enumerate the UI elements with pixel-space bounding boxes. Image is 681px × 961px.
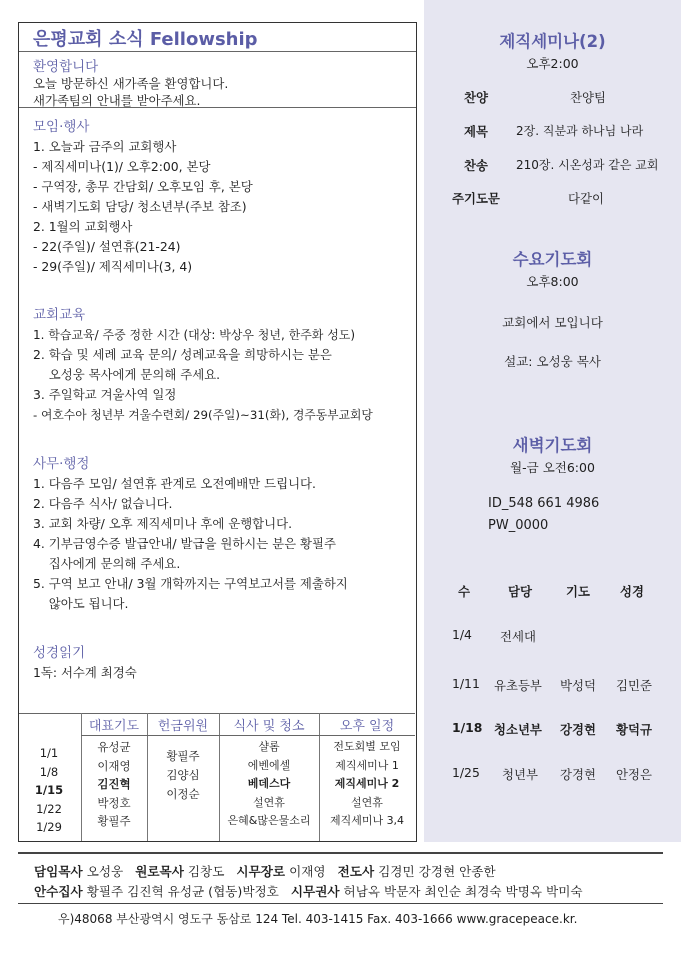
education-line: 3. 주일학교 겨울사역 일정	[33, 387, 177, 402]
dawn-title: 새벽기도회	[512, 436, 593, 455]
admin-section	[33, 452, 410, 614]
staff-names: 김경민 강경현 안종한	[378, 864, 496, 879]
wednesday-time: 오후8:00	[526, 274, 579, 289]
schedule-header: 오후 일정	[339, 719, 395, 734]
education-section	[33, 303, 410, 425]
seminar-time: 오후2:00	[526, 56, 579, 71]
schedule-header: 대표기도	[88, 719, 140, 734]
staff-role: 담임목사	[34, 864, 83, 879]
schedule-date: 1/8	[39, 764, 59, 779]
schedule-cell: 샬롬	[258, 740, 280, 753]
schedule-header: 식사 및 청소	[233, 719, 305, 734]
schedule-cell: 베데스다	[247, 777, 291, 790]
schedule-cell: 설연휴	[253, 795, 285, 809]
staff-line-2	[34, 881, 679, 900]
education-line: 1. 학습교육/ 주중 정한 시간 (대상: 박상우 청년, 한주화 성도)	[33, 328, 356, 342]
dawn-cell: 유초등부	[494, 678, 542, 693]
divider	[18, 852, 663, 854]
admin-line: 집사에게 문의해 주세요.	[33, 556, 181, 571]
sidebar-panel	[424, 0, 681, 842]
wednesday-sermon: 설교: 오성웅 목사	[504, 354, 601, 369]
schedule-cell: 설연휴	[351, 795, 383, 809]
staff-names: 이재영	[289, 864, 326, 879]
schedule-cell: 제직세미나 3,4	[329, 814, 405, 827]
welcome-line: 새가족팀의 안내를 받아주세요.	[33, 93, 201, 108]
schedule-date: 1/15	[34, 783, 64, 797]
schedule-header: 헌금위원	[157, 719, 209, 734]
staff-line-1	[34, 861, 679, 880]
dawn-cell: 강경현	[560, 722, 596, 737]
dawn-header: 기도	[566, 584, 590, 599]
schedule-cell: 전도회별 모임	[333, 740, 401, 753]
education-heading: 교회교육	[33, 307, 86, 323]
dawn-time: 월-금 오전6:00	[510, 460, 595, 475]
admin-heading: 사무·행정	[33, 456, 90, 472]
seminar-row-value: 210장. 시온성과 같은 교회	[516, 158, 659, 172]
schedule-cell: 김진혁	[97, 777, 131, 791]
admin-line: 2. 다음주 식사/ 없습니다.	[33, 496, 173, 511]
dawn-cell: 황덕규	[616, 722, 652, 737]
seminar-row-value: 다같이	[568, 191, 604, 206]
seminar-row-key: 주기도문	[452, 191, 500, 206]
seminar-row-key: 제목	[464, 124, 488, 139]
schedule-date: 1/29	[36, 820, 62, 834]
schedule-cell: 유성균	[97, 740, 131, 754]
education-line: 오성웅 목사에게 문의해 주세요.	[33, 367, 221, 382]
welcome-heading: 환영합니다	[33, 59, 99, 75]
dawn-header: 수	[458, 584, 470, 599]
events-line: - 22(주일)/ 설연휴(21-24)	[33, 239, 181, 254]
seminar-row-value: 찬양팀	[570, 90, 606, 105]
staff-names: 황필주 김진혁 유성균 (협동)박정호	[86, 884, 279, 899]
events-line: - 29(주일)/ 제직세미나(3, 4)	[33, 259, 193, 274]
staff-role: 시무권사	[290, 884, 340, 899]
staff-names: 김창도	[187, 864, 225, 879]
schedule-cell: 에벤에셀	[247, 758, 291, 772]
dawn-cell: 김민준	[616, 678, 652, 693]
schedule-cell: 김양심	[166, 768, 200, 782]
education-line: 2. 학습 및 세례 교육 문의/ 성례교육을 희망하시는 분은	[33, 347, 332, 362]
dawn-cell: 1/4	[452, 627, 472, 642]
events-line: - 구역장, 총무 간담회/ 오후모임 후, 본당	[33, 179, 253, 194]
dawn-cell: 박성덕	[560, 678, 596, 693]
wednesday-place: 교회에서 모입니다	[502, 315, 603, 330]
dawn-cell: 1/25	[452, 765, 480, 780]
staff-role: 안수집사	[34, 884, 83, 899]
news-panel	[18, 22, 417, 842]
church-address: 우)48068 부산광역시 영도구 동삼로 124 Tel. 403-1415 Fax. 403-1666 www.gracepeace.kr.	[58, 912, 578, 926]
dawn-cell: 안정은	[616, 767, 652, 782]
dawn-cell: 전세대	[500, 629, 536, 644]
dawn-cell: 강경현	[560, 767, 596, 782]
dawn-cell: 1/11	[452, 676, 480, 691]
admin-line: 3. 교회 차량/ 오후 제직세미나 후에 운행합니다.	[33, 516, 293, 531]
schedule-cell: 황필주	[166, 749, 200, 763]
schedule-table	[19, 713, 415, 841]
schedule-cell: 은혜&많은물소리	[227, 814, 311, 827]
news-title: 은평교회 소식 Fellowship	[33, 29, 258, 50]
schedule-date: 1/1	[39, 746, 59, 760]
schedule-dates	[23, 744, 75, 837]
schedule-date: 1/22	[36, 801, 62, 816]
seminar-row-key: 찬송	[464, 158, 488, 173]
seminar-row-value: 2장. 직분과 하나님 나라	[516, 124, 644, 138]
schedule-cell: 이정순	[166, 787, 200, 801]
bible-heading: 성경읽기	[33, 645, 86, 661]
events-line: - 새벽기도회 담당/ 청소년부(주보 참조)	[33, 199, 247, 214]
bible-line: 1독: 서수계 최경숙	[33, 665, 137, 680]
events-line: 2. 1월의 교회행사	[33, 219, 133, 234]
events-line: 1. 오늘과 금주의 교회행사	[33, 139, 177, 154]
dawn-cell: 청년부	[502, 767, 538, 782]
dawn-cell: 청소년부	[494, 722, 542, 737]
admin-line: 않아도 됩니다.	[33, 596, 129, 611]
schedule-meal	[219, 738, 319, 831]
divider	[81, 735, 415, 736]
events-line: - 제직세미나(1)/ 오후2:00, 본당	[33, 159, 211, 174]
divider	[19, 107, 416, 108]
staff-role: 전도사	[337, 864, 375, 879]
welcome-section	[33, 55, 410, 109]
welcome-line: 오늘 방문하신 새가족을 환영합니다.	[33, 76, 229, 91]
staff-role: 원로목사	[135, 864, 184, 879]
dawn-header: 성경	[620, 584, 644, 599]
schedule-afternoon	[319, 738, 415, 831]
admin-line: 4. 기부금영수증 발급안내/ 발급을 원하시는 분은 황필주	[33, 536, 336, 551]
events-section	[33, 115, 410, 277]
schedule-cell: 이재영	[97, 758, 131, 773]
schedule-cell: 박정호	[97, 795, 131, 810]
admin-line: 5. 구역 보고 안내/ 3월 개학까지는 구역보고서를 제출하지	[33, 576, 348, 591]
seminar-title: 제직세미나(2)	[499, 32, 606, 51]
education-line: - 여호수아 청년부 겨울수련회/ 29(주일)~31(화), 경주동부교회당	[33, 408, 373, 422]
divider	[19, 713, 415, 714]
admin-line: 1. 다음주 모임/ 설연휴 관계로 오전예배만 드립니다.	[33, 476, 316, 491]
bible-section	[33, 641, 410, 683]
schedule-cell: 황필주	[97, 814, 131, 828]
schedule-prayer	[81, 738, 147, 831]
seminar-row-key: 찬양	[464, 90, 488, 105]
staff-role: 시무장로	[236, 864, 286, 879]
divider	[19, 51, 416, 52]
dawn-header: 담당	[508, 584, 532, 599]
schedule-cell: 제직세미나 1	[335, 758, 399, 772]
events-heading: 모임·행사	[33, 119, 90, 135]
staff-names: 허남옥 박문자 최인순 최경숙 박명옥 박미숙	[343, 884, 583, 899]
divider	[18, 903, 663, 904]
dawn-meeting-pw: PW_0000	[488, 518, 549, 533]
schedule-offering	[147, 747, 219, 804]
dawn-cell: 1/18	[452, 720, 483, 735]
dawn-meeting-id: ID_548 661 4986	[488, 496, 600, 511]
wednesday-title: 수요기도회	[512, 250, 593, 269]
schedule-cell: 제직세미나 2	[334, 777, 400, 790]
staff-names: 오성웅	[86, 864, 124, 879]
